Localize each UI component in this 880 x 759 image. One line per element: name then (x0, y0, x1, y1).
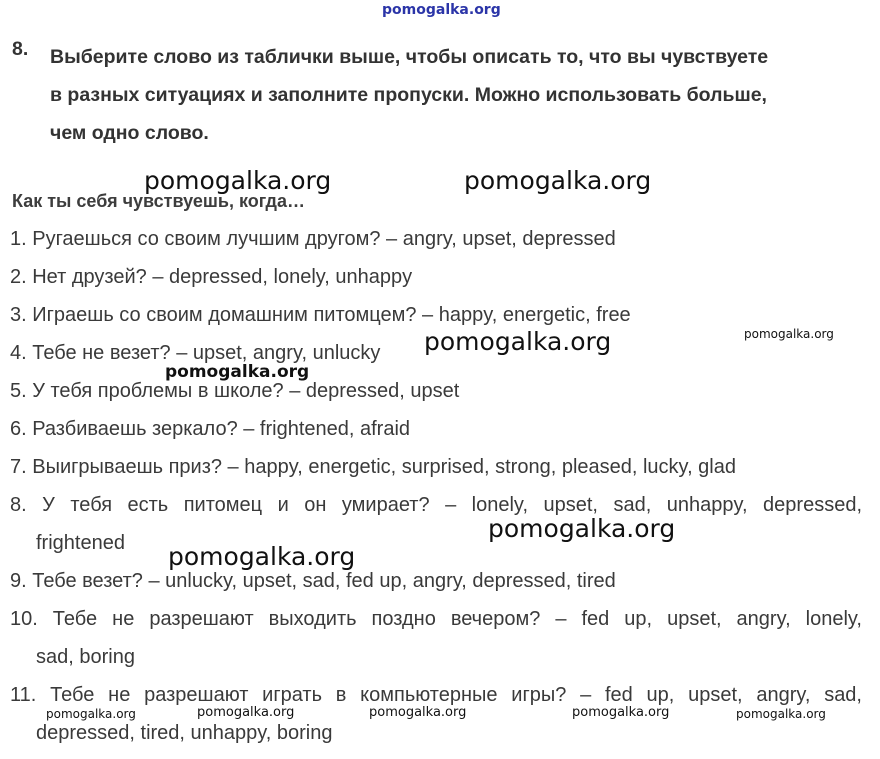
watermark: pomogalka.org (572, 705, 670, 720)
answer-line: 3. Играешь со своим домашним питомцем? – happy, energetic, free (10, 304, 631, 326)
answer-line-continued: frightened (36, 532, 125, 554)
watermark: pomogalka.org (369, 705, 467, 720)
task-line: чем одно слово. (50, 122, 209, 144)
task-line: Выберите слово из таблички выше, чтобы описать то, что вы чувствуете (50, 46, 769, 68)
answer-line: 5. У тебя проблемы в школе? – depressed, upset (10, 380, 460, 402)
answer-line-continued: sad, boring (36, 646, 135, 668)
watermark: pomogalka.org (168, 542, 356, 571)
watermark: pomogalka.org (46, 707, 136, 721)
answer-line: 8. У тебя есть питомец и он умирает? – lonely, upset, sad, unhappy, depressed, (10, 494, 862, 516)
answer-line: 4. Тебе не везет? – upset, angry, unlucky (10, 342, 381, 364)
watermark: pomogalka.org (488, 514, 676, 543)
watermark: pomogalka.org (736, 707, 826, 721)
answer-line: 10. Тебе не разрешают выходить поздно вечером? – fed up, upset, angry, lonely, (10, 608, 862, 630)
answer-line: 1. Ругаешься со своим лучшим другом? – angry, upset, depressed (10, 228, 616, 250)
task-line: в разных ситуациях и заполните пропуски. Можно использовать больше, (50, 84, 767, 106)
watermark: pomogalka.org (424, 327, 612, 356)
watermark: pomogalka.org (165, 362, 310, 382)
answer-line: 7. Выигрываешь приз? – happy, energetic, surprised, strong, pleased, lucky, glad (10, 456, 736, 478)
answer-line-continued: depressed, tired, unhappy, boring (36, 722, 333, 744)
watermark: pomogalka.org (744, 327, 834, 341)
task-instruction (50, 38, 870, 152)
question-heading: Как ты себя чувствуешь, когда… (12, 191, 305, 211)
watermark: pomogalka.org (197, 705, 295, 720)
answer-line: 6. Разбиваешь зеркало? – frightened, afraid (10, 418, 411, 440)
answer-line: 11. Тебе не разрешают играть в компьютерные игры? – fed up, upset, angry, sad, (10, 684, 862, 706)
watermark-top: pomogalka.org (382, 2, 501, 18)
watermark: pomogalka.org (144, 166, 332, 195)
answer-line: 2. Нет друзей? – depressed, lonely, unhappy (10, 266, 413, 288)
answer-line: 9. Тебе везет? – unlucky, upset, sad, fed up, angry, depressed, tired (10, 570, 616, 592)
watermark: pomogalka.org (464, 166, 652, 195)
task-number: 8. (12, 38, 29, 60)
